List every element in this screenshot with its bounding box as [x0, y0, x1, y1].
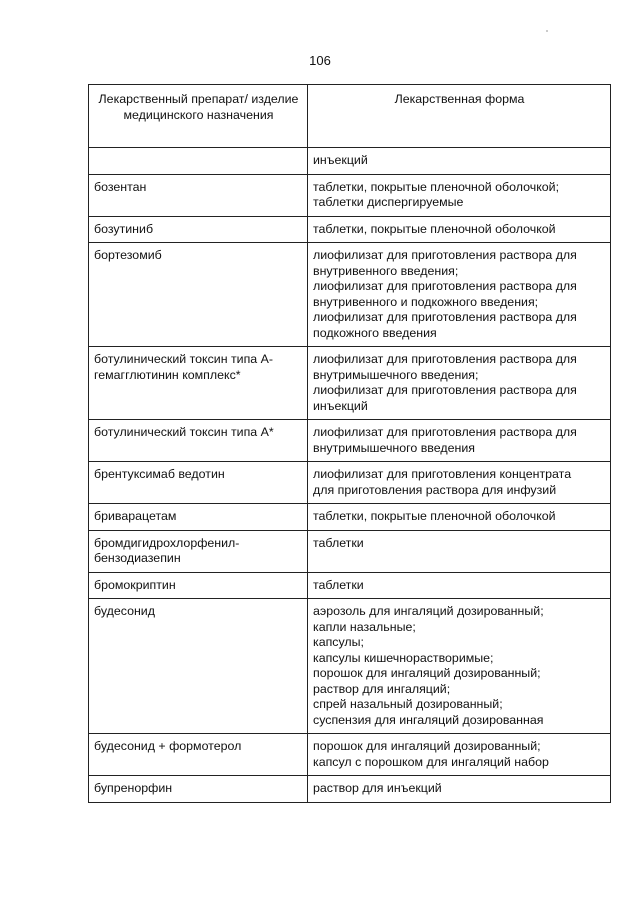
- drug-name-cell: бортезомиб: [89, 243, 308, 347]
- dosage-form-cell: [308, 462, 611, 504]
- drug-name-cell: бозутиниб: [89, 216, 308, 243]
- dosage-form-line: подкожного введения: [313, 325, 437, 340]
- dosage-form-line: раствор для ингаляций;: [313, 681, 451, 696]
- dosage-form-line: внутривенного и подкожного введения;: [313, 294, 539, 309]
- dosage-form-line: капсулы кишечнорастворимые;: [313, 650, 494, 665]
- dosage-form-line: внутримышечного введения: [313, 440, 475, 455]
- table-row: [89, 734, 611, 776]
- dosage-form-line: лиофилизат для приготовления раствора для: [313, 310, 577, 324]
- dosage-form-line: таблетки диспергируемые: [313, 195, 464, 209]
- dosage-form-line: лиофилизат для приготовления раствора для: [313, 383, 577, 397]
- dosage-form-line: лиофилизат для приготовления раствора для: [313, 425, 577, 439]
- table-row: [89, 572, 611, 599]
- dosage-form-line: лиофилизат для приготовления концентрата: [313, 467, 572, 481]
- dosage-form-line: капсул с порошком для ингаляций набор: [313, 754, 549, 769]
- dosage-form-line: капсулы;: [313, 635, 364, 649]
- table-row: [89, 347, 611, 420]
- dosage-form-line: лиофилизат для приготовления раствора для: [313, 352, 577, 366]
- dosage-form-line: капли назальные;: [313, 619, 416, 634]
- table-row: [89, 420, 611, 462]
- drug-name-cell: [89, 148, 308, 175]
- drug-name-cell: брентуксимаб ведотин: [89, 462, 308, 504]
- drug-name-cell: бриварацетам: [89, 504, 308, 531]
- dosage-form-cell: [308, 504, 611, 531]
- dosage-form-line: таблетки, покрытые пленочной оболочкой;: [313, 179, 560, 194]
- table-row: [89, 148, 611, 175]
- drug-name-cell: бромдигидрохлорфенил-бензодиазепин: [89, 530, 308, 572]
- dosage-form-cell: [308, 347, 611, 420]
- dosage-form-cell: [308, 734, 611, 776]
- dosage-form-line: раствор для инъекций: [313, 781, 442, 795]
- dosage-form-cell: [308, 174, 611, 216]
- table-row: [89, 243, 611, 347]
- dosage-form-line: суспензия для ингаляций дозированная: [313, 712, 544, 727]
- dosage-form-cell: [308, 216, 611, 243]
- dosage-form-line: инъекций: [313, 153, 368, 167]
- dosage-form-line: внутримышечного введения;: [313, 367, 479, 382]
- drug-name-cell: ботулинический токсин типа А-гемагглютинин комплекс*: [89, 347, 308, 420]
- dosage-form-line: внутривенного введения;: [313, 263, 459, 278]
- dosage-form-line: порошок для ингаляций дозированный;: [313, 739, 541, 753]
- dosage-form-line: инъекций: [313, 398, 368, 413]
- dosage-form-line: таблетки: [313, 577, 364, 592]
- dosage-form-line: для приготовления раствора для инфузий: [313, 482, 557, 497]
- drug-table: [88, 84, 611, 803]
- table-row: [89, 504, 611, 531]
- table-row: [89, 462, 611, 504]
- dosage-form-line: таблетки, покрытые пленочной оболочкой: [313, 221, 556, 236]
- drug-name-cell: бромокриптин: [89, 572, 308, 599]
- table-row: [89, 776, 611, 803]
- header-drug: Лекарственный препарат/ изделие медицинского назначения: [89, 85, 308, 148]
- dosage-form-cell: [308, 243, 611, 347]
- dosage-form-cell: [308, 148, 611, 175]
- drug-name-cell: будесонид + формотерол: [89, 734, 308, 776]
- dosage-form-line: лиофилизат для приготовления раствора для: [313, 248, 577, 262]
- header-form: Лекарственная форма: [308, 85, 611, 148]
- drug-name-cell: бупренорфин: [89, 776, 308, 803]
- dosage-form-cell: [308, 420, 611, 462]
- dosage-form-cell: [308, 530, 611, 572]
- page-number: 106: [309, 53, 331, 68]
- drug-name-cell: бозентан: [89, 174, 308, 216]
- dosage-form-line: спрей назальный дозированный;: [313, 697, 503, 711]
- drug-name-cell: ботулинический токсин типа А*: [89, 420, 308, 462]
- table-header-row: [89, 85, 611, 148]
- scan-speck: [546, 30, 548, 32]
- dosage-form-line: аэрозоль для ингаляций дозированный;: [313, 604, 544, 618]
- dosage-form-line: лиофилизат для приготовления раствора для: [313, 279, 577, 293]
- dosage-form-line: порошок для ингаляций дозированный;: [313, 666, 541, 680]
- drug-name-cell: будесонид: [89, 599, 308, 734]
- dosage-form-line: таблетки: [313, 535, 364, 550]
- table-row: [89, 599, 611, 734]
- table-row: [89, 530, 611, 572]
- dosage-form-line: таблетки, покрытые пленочной оболочкой: [313, 509, 556, 523]
- table-row: [89, 216, 611, 243]
- dosage-form-cell: [308, 776, 611, 803]
- dosage-form-cell: [308, 599, 611, 734]
- dosage-form-cell: [308, 572, 611, 599]
- table-row: [89, 174, 611, 216]
